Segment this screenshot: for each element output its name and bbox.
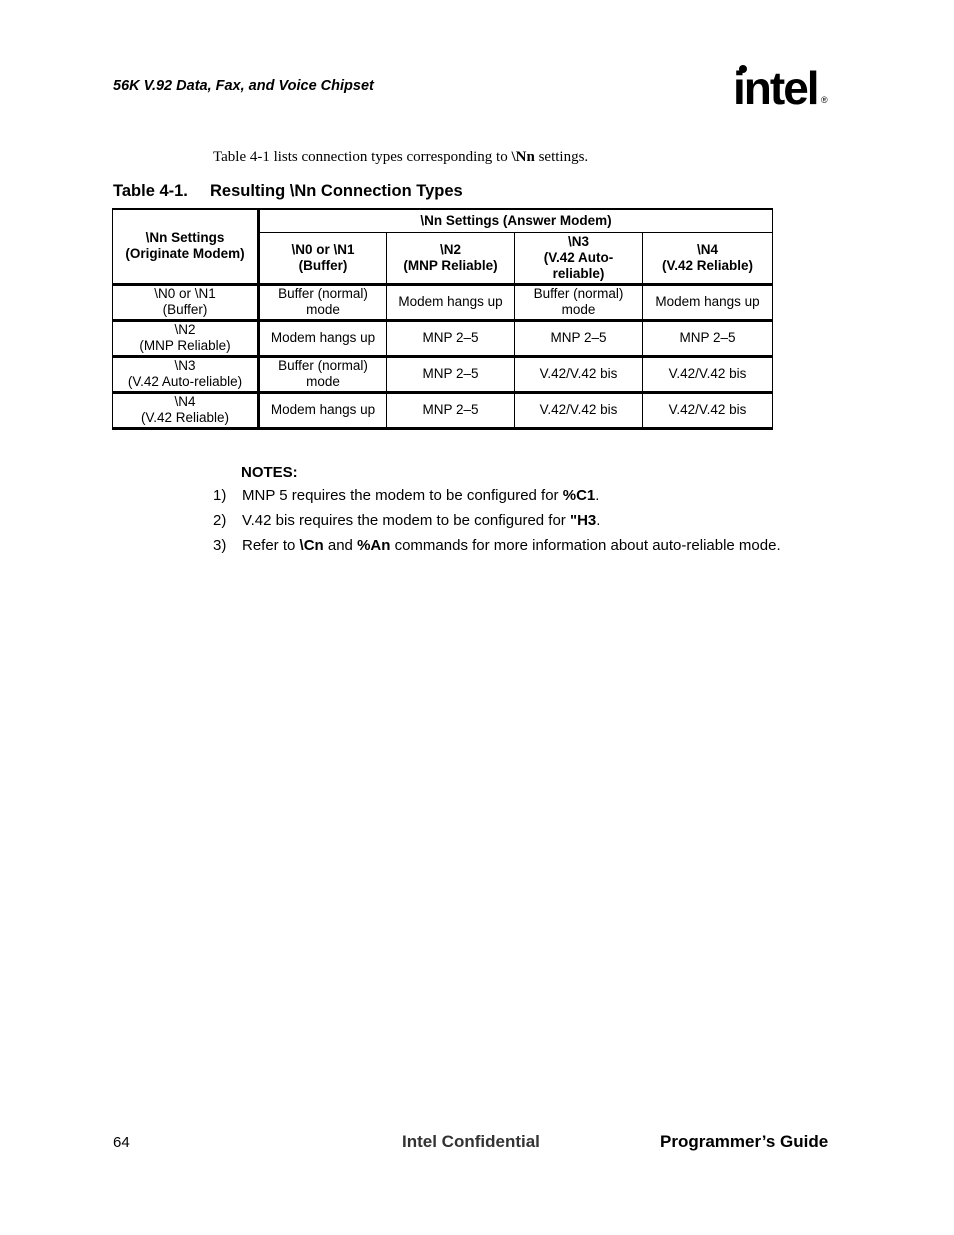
table-cell: MNP 2–5 xyxy=(387,320,515,356)
row-label: \N2 (MNP Reliable) xyxy=(113,320,259,356)
table-cell: Modem hangs up xyxy=(259,320,387,356)
table-caption-number: Table 4-1. xyxy=(113,182,188,200)
table-cell: MNP 2–5 xyxy=(643,320,773,356)
table-cell: V.42/V.42 bis xyxy=(643,392,773,428)
table-row xyxy=(113,320,773,356)
table-row xyxy=(113,392,773,428)
table-cell: MNP 2–5 xyxy=(515,320,643,356)
table-cell: V.42/V.42 bis xyxy=(515,392,643,428)
document-title: 56K V.92 Data, Fax, and Voice Chipset xyxy=(113,78,374,94)
column-header: \N4 (V.42 Reliable) xyxy=(643,232,773,284)
note-item: 1) MNP 5 requires the modem to be configured for %C1. xyxy=(213,487,600,504)
table-cell: Buffer (normal) mode xyxy=(515,284,643,320)
row-label: \N4 (V.42 Reliable) xyxy=(113,392,259,428)
row-label: \N0 or \N1 (Buffer) xyxy=(113,284,259,320)
intro-paragraph: Table 4-1 lists connection types corresponding to \Nn settings. xyxy=(213,149,589,165)
note-item: 2) V.42 bis requires the modem to be configured for "H3. xyxy=(213,512,601,529)
table-cell: MNP 2–5 xyxy=(387,356,515,392)
footer-guide-title: Programmer’s Guide xyxy=(660,1132,829,1151)
group-header: \Nn Settings (Answer Modem) xyxy=(259,209,773,232)
table-cell: V.42/V.42 bis xyxy=(643,356,773,392)
row-header-title: \Nn Settings (Originate Modem) xyxy=(113,209,259,284)
table-cell: Buffer (normal) mode xyxy=(259,284,387,320)
column-header: \N0 or \N1 (Buffer) xyxy=(259,232,387,284)
connection-types-table xyxy=(112,208,773,430)
note-item: 3) Refer to \Cn and %An commands for more information about auto-reliable mode. xyxy=(213,537,781,554)
table-cell: Modem hangs up xyxy=(643,284,773,320)
page-number: 64 xyxy=(113,1134,130,1151)
table-cell: MNP 2–5 xyxy=(387,392,515,428)
table-cell: Modem hangs up xyxy=(259,392,387,428)
table-cell: Buffer (normal) mode xyxy=(259,356,387,392)
table-row xyxy=(113,284,773,320)
intel-logo xyxy=(733,58,833,118)
logo-wordmark: intel xyxy=(733,62,818,114)
table-cell: Modem hangs up xyxy=(387,284,515,320)
notes-heading: NOTES: xyxy=(241,464,298,481)
table-caption-title: Resulting \Nn Connection Types xyxy=(210,182,463,200)
footer-confidential: Intel Confidential xyxy=(402,1132,540,1151)
table-row xyxy=(113,356,773,392)
column-header: \N3 (V.42 Auto- reliable) xyxy=(515,232,643,284)
registered-mark: ® xyxy=(821,95,828,105)
table-cell: V.42/V.42 bis xyxy=(515,356,643,392)
table-caption xyxy=(113,182,463,201)
column-header: \N2 (MNP Reliable) xyxy=(387,232,515,284)
row-label: \N3 (V.42 Auto-reliable) xyxy=(113,356,259,392)
